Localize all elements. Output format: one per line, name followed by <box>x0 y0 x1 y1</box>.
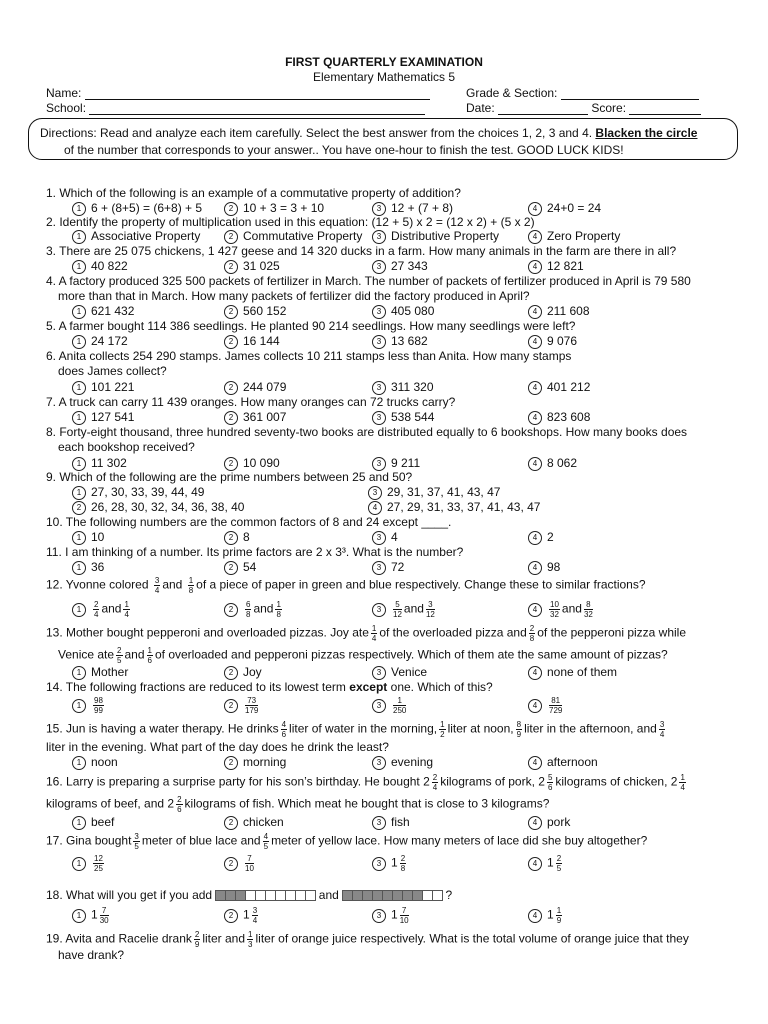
option-circle[interactable]: 2 <box>224 381 238 395</box>
q2-option-3[interactable] <box>372 229 499 244</box>
q8-option-3[interactable] <box>372 456 420 471</box>
question-15-cont: liter in the evening. What part of the day does he drink the least? <box>46 740 389 754</box>
option-circle[interactable]: 2 <box>224 816 238 830</box>
fraction: $\frac{73}{179}$ <box>245 696 259 715</box>
option-circle[interactable]: 2 <box>224 699 238 713</box>
fraction: $\frac{1}{4}$ <box>680 773 685 792</box>
bar-cell <box>432 890 443 901</box>
option-text: 27, 29, 31, 33, 37, 41, 43, 47 <box>387 500 541 514</box>
date-line <box>498 103 588 115</box>
q16-option-2[interactable]: 2 chicken <box>224 815 284 830</box>
question-4: 4. A factory produced 325 500 packets of fertilizer in March. The number of packets of fertilizer produced in April is 79 580 <box>46 274 691 288</box>
option-text: 10 + 3 = 3 + 10 <box>243 201 325 215</box>
exam-subtitle: Elementary Mathematics 5 <box>312 70 456 84</box>
q7-option-3[interactable] <box>372 410 434 425</box>
option-circle[interactable]: 3 <box>372 305 386 319</box>
option-circle[interactable]: 1 <box>72 756 86 770</box>
option-text: 26, 28, 30, 32, 34, 36, 38, 40 <box>91 500 245 514</box>
q3-option-1[interactable] <box>72 259 128 274</box>
q12-option-2[interactable]: 2 $\frac{6}{8}$ and $\frac{1}{8}$ <box>224 600 284 619</box>
q13-option-4[interactable]: 4 none of them <box>528 665 617 680</box>
school-field[interactable] <box>46 101 425 115</box>
fraction: $\frac{2}{9}$ <box>194 930 200 949</box>
question-12 <box>46 576 646 595</box>
name-label: Name: <box>46 86 82 100</box>
option-circle[interactable]: 2 <box>224 335 238 349</box>
option-circle[interactable]: 4 <box>528 457 542 471</box>
question-6-cont: does James collect? <box>58 364 167 378</box>
option-text: 211 608 <box>547 304 590 318</box>
question-6: 6. Anita collects 254 290 stamps. James collects 10 211 stamps less than Anita. How many stamps <box>46 349 572 363</box>
option-circle[interactable]: 4 <box>528 335 542 349</box>
grade-label: Grade & Section: <box>466 86 558 100</box>
q2-option-2[interactable] <box>224 229 362 244</box>
option-text: Associative Property <box>91 229 201 243</box>
option-circle[interactable]: 4 <box>528 561 542 575</box>
q14-emphasis: except <box>349 680 388 694</box>
fraction: $\frac{7}{30}$ <box>99 906 109 925</box>
option-text: 13 682 <box>391 334 428 348</box>
fraction: $\frac{3}{4}$ <box>154 576 160 595</box>
q5-option-4[interactable] <box>528 334 577 349</box>
option-circle[interactable]: 3 <box>372 666 386 680</box>
option-circle[interactable]: 1 <box>72 561 86 575</box>
option-circle[interactable]: 2 <box>224 202 238 216</box>
q5-option-2[interactable] <box>224 334 280 349</box>
option-circle[interactable]: 4 <box>528 230 542 244</box>
fraction: $\frac{1}{4}$ <box>371 624 377 643</box>
q15-option-3[interactable]: 3 evening <box>372 755 433 770</box>
q10-option-1[interactable] <box>72 530 104 545</box>
option-circle[interactable]: 2 <box>224 857 238 871</box>
q7-option-1[interactable] <box>72 410 134 425</box>
option-text: 72 <box>391 560 405 574</box>
option-circle[interactable]: 2 <box>72 501 86 515</box>
question-4-cont: more than that in March. How many packets of fertilizer did the factory produced in April? <box>58 289 530 303</box>
question-2: 2. Identify the property of multiplication used in this equation: (12 + 5) x 2 = (12 x 2) + (5 x 2) <box>46 215 535 229</box>
q13-option-2[interactable]: 2 Joy <box>224 665 262 680</box>
question-13-cont: Venice ate $\frac{2}{5}$ and $\frac{1}{6}$ of overloaded and pepperoni pizzas respectively. Which of them ate the same amount of pizzas? <box>58 646 668 665</box>
bar-cell <box>305 890 316 901</box>
option-circle[interactable]: 2 <box>224 457 238 471</box>
option-text: 8 <box>243 530 250 544</box>
option-circle[interactable]: 4 <box>528 666 542 680</box>
option-circle[interactable]: 4 <box>528 756 542 770</box>
q17-option-4[interactable]: 4 1 $\frac{2}{5}$ <box>528 854 564 873</box>
fraction: $\frac{1}{8}$ <box>188 576 194 595</box>
q17-option-2[interactable] <box>224 854 256 873</box>
option-text: 10 090 <box>243 456 280 470</box>
option-circle[interactable]: 1 <box>72 381 86 395</box>
fraction: $\frac{3}{5}$ <box>134 832 139 851</box>
fraction: $\frac{5}{6}$ <box>547 773 553 792</box>
q8-option-2[interactable] <box>224 456 280 471</box>
option-circle[interactable]: 3 <box>372 260 386 274</box>
option-text: 27 343 <box>391 259 428 273</box>
option-circle[interactable]: 4 <box>368 501 382 515</box>
directions-line-2: of the number that corresponds to your answer.. You have one-hour to finish the test. GOOD LUCK KIDS! <box>64 143 624 157</box>
q12-option-4[interactable]: 4 $\frac{10}{32}$ and $\frac{8}{32}$ <box>528 600 595 619</box>
fraction: $\frac{1}{4}$ <box>124 600 129 619</box>
date-score-field[interactable] <box>466 101 701 115</box>
q3-option-4[interactable] <box>528 259 584 274</box>
question-15: 15. Jun is having a water therapy. He drinks $\frac{4}{6}$ liter of water in the morning, $\frac{1}{2}$ liter at noon, $\frac{8}{9}$ liter in the afternoon, and $\frac{3}{4}$ <box>46 720 665 739</box>
option-text: 405 080 <box>391 304 435 318</box>
fraction: $\frac{1}{9}$ <box>556 906 562 925</box>
q2-option-1[interactable] <box>72 229 200 244</box>
name-line <box>85 88 430 100</box>
question-18: 18. What will you get if you add and ? <box>46 888 453 902</box>
question-8: 8. Forty-eight thousand, three hundred seventy-two books are distributed equally to 6 bookshops. How many books does <box>46 425 688 439</box>
option-circle[interactable]: 3 <box>372 857 386 871</box>
fraction: $\frac{10}{32}$ <box>550 600 559 619</box>
option-text: 621 432 <box>91 304 135 318</box>
q15-option-4[interactable]: 4 afternoon <box>528 755 598 770</box>
exam-title: FIRST QUARTERLY EXAMINATION <box>285 55 483 69</box>
question-7: 7. A truck can carry 11 439 oranges. How many oranges can 72 trucks carry? <box>46 395 456 409</box>
grade-field[interactable] <box>466 86 699 100</box>
option-circle[interactable]: 1 <box>72 857 86 871</box>
q14-option-3[interactable] <box>372 696 408 715</box>
option-circle[interactable]: 1 <box>72 486 86 500</box>
fraction: $\frac{8}{9}$ <box>516 720 522 739</box>
q4-option-3[interactable] <box>372 304 434 319</box>
option-circle[interactable]: 3 <box>372 531 386 545</box>
option-circle[interactable]: 4 <box>528 816 542 830</box>
q12-text: and <box>162 577 183 592</box>
question-17: 17. Gina bought $\frac{3}{5}$ meter of blue lace and $\frac{4}{5}$ meter of yellow lace. How many meters of lace did she buy altogether? <box>46 832 648 851</box>
option-circle[interactable]: 3 <box>372 230 386 244</box>
option-text: 101 221 <box>91 380 135 394</box>
option-circle[interactable]: 3 <box>372 561 386 575</box>
q12-text: of a piece of paper in green and blue respectively. Change these to similar fractions? <box>196 577 646 592</box>
school-line <box>89 103 425 115</box>
option-circle[interactable]: 4 <box>528 909 542 923</box>
q1-option-4[interactable] <box>528 201 601 216</box>
q1-option-3[interactable] <box>372 201 453 216</box>
directions-line-1 <box>40 126 697 140</box>
fraction-bar-2 <box>342 890 442 901</box>
option-circle[interactable]: 2 <box>224 230 238 244</box>
fraction: $\frac{5}{12}$ <box>393 600 402 619</box>
option-text: 9 211 <box>391 456 421 470</box>
option-circle[interactable]: 3 <box>372 756 386 770</box>
option-circle[interactable]: 3 <box>372 411 386 425</box>
option-circle[interactable]: 2 <box>224 561 238 575</box>
q9-option-1[interactable] <box>72 485 204 500</box>
option-circle[interactable]: 2 <box>224 260 238 274</box>
q3-option-2[interactable] <box>224 259 280 274</box>
option-text: 6 + (8+5) = (6+8) + 5 <box>91 201 203 215</box>
fraction: $\frac{1}{8}$ <box>276 600 281 619</box>
option-circle[interactable]: 3 <box>372 335 386 349</box>
q18-option-2[interactable]: 2 1 $\frac{3}{4}$ <box>224 906 260 925</box>
option-circle[interactable]: 1 <box>72 230 86 244</box>
q6-option-2[interactable] <box>224 380 286 395</box>
q10-option-4[interactable] <box>528 530 554 545</box>
fraction: $\frac{2}{4}$ <box>94 600 99 619</box>
question-13: 13. Mother bought pepperoni and overloaded pizzas. Joy ate $\frac{1}{4}$ of the overloaded pizza and $\frac{2}{8}$ of the pepperoni pizza while <box>46 624 687 643</box>
fraction: $\frac{7}{10}$ <box>245 854 254 873</box>
school-label: School: <box>46 101 87 115</box>
q14-option-4[interactable] <box>528 696 564 715</box>
fraction: $\frac{4}{5}$ <box>263 832 269 851</box>
date-label: Date: <box>466 101 495 115</box>
option-text: 8 062 <box>547 456 578 470</box>
question-10: 10. The following numbers are the common factors of 8 and 24 except ____. <box>46 515 452 529</box>
option-circle[interactable]: 1 <box>72 699 86 713</box>
fraction: $\frac{2}{5}$ <box>556 854 562 873</box>
q11-option-1[interactable] <box>72 560 104 575</box>
q15-option-1[interactable]: 1 noon <box>72 755 118 770</box>
option-circle[interactable]: 3 <box>372 699 386 713</box>
option-text: 538 544 <box>391 410 435 424</box>
option-text: 12 821 <box>547 259 584 273</box>
option-circle[interactable]: 2 <box>224 909 238 923</box>
q8-option-4[interactable] <box>528 456 577 471</box>
q16-option-1[interactable]: 1 beef <box>72 815 114 830</box>
q3-option-3[interactable] <box>372 259 428 274</box>
option-circle[interactable]: 4 <box>528 699 542 713</box>
option-text: Distributive Property <box>391 229 500 243</box>
question-14: 14. The following fractions are reduced to its lowest term except one. Which of this? <box>46 680 493 694</box>
q6-option-3[interactable] <box>372 380 434 395</box>
fraction: $\frac{2}{5}$ <box>117 646 122 665</box>
option-circle[interactable]: 3 <box>368 486 382 500</box>
fraction: $\frac{2}{6}$ <box>177 795 182 814</box>
option-circle[interactable]: 2 <box>224 411 238 425</box>
q18-option-1[interactable]: 1 1 $\frac{7}{30}$ <box>72 906 111 925</box>
option-text: 36 <box>91 560 105 574</box>
q15-option-2[interactable]: 2 morning <box>224 755 286 770</box>
score-label: Score: <box>591 101 627 115</box>
option-text: 127 541 <box>91 410 135 424</box>
q9-option-4[interactable] <box>368 500 540 515</box>
option-text: 27, 30, 33, 39, 44, 49 <box>91 485 205 499</box>
q12-option-1[interactable]: 1 $\frac{2}{4}$ and $\frac{1}{4}$ <box>72 600 132 619</box>
fraction: $\frac{2}{4}$ <box>432 773 438 792</box>
fraction: $\frac{2}{8}$ <box>529 624 535 643</box>
fraction: $\frac{2}{8}$ <box>400 854 406 873</box>
fraction-bar-1 <box>215 890 315 901</box>
q4-option-2[interactable] <box>224 304 286 319</box>
option-text: 361 007 <box>243 410 287 424</box>
option-text: 10 <box>91 530 105 544</box>
q10-option-3[interactable] <box>372 530 398 545</box>
option-circle[interactable]: 2 <box>224 666 238 680</box>
option-circle[interactable]: 4 <box>528 531 542 545</box>
fraction: $\frac{3}{4}$ <box>252 906 258 925</box>
q9-option-3[interactable] <box>368 485 500 500</box>
option-circle[interactable]: 4 <box>528 603 542 617</box>
option-text: 12 + (7 + 8) <box>391 201 454 215</box>
option-circle[interactable]: 4 <box>528 305 542 319</box>
option-circle[interactable]: 1 <box>72 457 86 471</box>
option-circle[interactable]: 4 <box>528 202 542 216</box>
q5-option-1[interactable] <box>72 334 128 349</box>
option-circle[interactable]: 1 <box>72 531 86 545</box>
question-19-cont: have drank? <box>58 948 125 962</box>
option-text: 9 076 <box>547 334 578 348</box>
q5-option-3[interactable] <box>372 334 428 349</box>
fraction: $\frac{1}{250}$ <box>393 696 407 715</box>
q12-option-3[interactable]: 3 $\frac{5}{12}$ and $\frac{3}{12}$ <box>372 600 437 619</box>
option-circle[interactable]: 3 <box>372 381 386 395</box>
option-text: 29, 31, 37, 41, 43, 47 <box>387 485 501 499</box>
option-text: Commutative Property <box>243 229 363 243</box>
question-16-cont: kilograms of beef, and 2 $\frac{2}{6}$ kilograms of fish. Which meat he bought that is close to 3 kilograms? <box>46 795 550 814</box>
q8-option-1[interactable] <box>72 456 127 471</box>
question-11: 11. I am thinking of a number. Its prime factors are 2 x 3³. What is the number? <box>46 545 464 559</box>
fraction: $\frac{6}{8}$ <box>246 600 251 619</box>
directions-emphasis: Blacken the circle <box>595 126 698 140</box>
q9-option-2[interactable] <box>72 500 244 515</box>
option-circle[interactable]: 1 <box>72 202 86 216</box>
q16-option-3[interactable]: 3 fish <box>372 815 410 830</box>
option-circle[interactable]: 3 <box>372 909 386 923</box>
option-circle[interactable]: 4 <box>528 857 542 871</box>
option-text: 4 <box>391 530 398 544</box>
q7-option-4[interactable] <box>528 410 590 425</box>
option-text: 98 <box>547 560 561 574</box>
score-line <box>629 103 701 115</box>
option-text: Zero Property <box>547 229 621 243</box>
option-circle[interactable]: 3 <box>372 816 386 830</box>
option-circle[interactable]: 1 <box>72 335 86 349</box>
directions-text: Directions: Read and analyze each item carefully. Select the best answer from the choices 1, 2, 3 and 4. <box>40 126 593 140</box>
q12-text: 12. Yvonne colored <box>46 577 149 592</box>
option-circle[interactable]: 1 <box>72 305 86 319</box>
q14-option-1[interactable] <box>72 696 106 715</box>
option-text: 311 320 <box>391 380 434 394</box>
q1-option-2[interactable] <box>224 201 324 216</box>
option-text: 24 172 <box>91 334 128 348</box>
option-text: 16 144 <box>243 334 280 348</box>
fraction: $\frac{1}{2}$ <box>440 720 445 739</box>
option-circle[interactable]: 3 <box>372 603 386 617</box>
question-5: 5. A farmer bought 114 386 seedlings. He planted 90 214 seedlings. How many seedlings were left? <box>46 319 576 333</box>
question-9: 9. Which of the following are the prime numbers between 25 and 50? <box>46 470 413 484</box>
fraction: $\frac{98}{99}$ <box>94 696 103 715</box>
option-text: 823 608 <box>547 410 591 424</box>
option-text: 244 079 <box>243 380 287 394</box>
name-field[interactable] <box>46 86 430 100</box>
question-16: 16. Larry is preparing a surprise party for his son’s birthday. He bought 2 $\frac{2}{4}$ kilograms of pork, 2 $\frac{5}{6}$ kilograms of chicken, 2 $\frac{1}{4}$ <box>46 773 685 792</box>
q11-option-3[interactable] <box>372 560 404 575</box>
q2-option-4[interactable] <box>528 229 620 244</box>
fraction: $\frac{1}{3}$ <box>248 930 253 949</box>
option-circle[interactable]: 1 <box>72 816 86 830</box>
question-19: 19. Avita and Racelie drank $\frac{2}{9}$ liter and $\frac{1}{3}$ liter of orange juice respectively. What is the total volume of orange juice that they <box>46 930 689 949</box>
option-circle[interactable]: 2 <box>224 305 238 319</box>
option-circle[interactable]: 4 <box>528 260 542 274</box>
q1-option-1[interactable] <box>72 201 202 216</box>
fraction: $\frac{3}{12}$ <box>425 600 435 619</box>
option-text: 54 <box>243 560 257 574</box>
q18-option-4[interactable]: 4 1 $\frac{1}{9}$ <box>528 906 564 925</box>
q14-option-2[interactable] <box>224 696 260 715</box>
option-text: 31 025 <box>243 259 280 273</box>
fraction: $\frac{1}{6}$ <box>147 646 152 665</box>
option-circle[interactable]: 1 <box>72 666 86 680</box>
fraction: $\frac{7}{10}$ <box>399 906 409 925</box>
option-text: 24+0 = 24 <box>547 201 602 215</box>
option-circle[interactable]: 1 <box>72 603 86 617</box>
q4-option-1[interactable] <box>72 304 134 319</box>
option-circle[interactable]: 3 <box>372 457 386 471</box>
q6-option-1[interactable] <box>72 380 134 395</box>
q11-option-2[interactable] <box>224 560 256 575</box>
option-circle[interactable]: 1 <box>72 260 86 274</box>
option-circle[interactable]: 2 <box>224 603 238 617</box>
q11-option-4[interactable] <box>528 560 560 575</box>
question-3: 3. There are 25 075 chickens, 1 427 geese and 14 320 ducks in a farm. How many animals in the farm are there in all? <box>46 244 677 258</box>
option-text: 401 212 <box>547 380 591 394</box>
option-text: 560 152 <box>243 304 287 318</box>
fraction: $\frac{12}{25}$ <box>94 854 103 873</box>
q13-option-3[interactable]: 3 Venice <box>372 665 427 680</box>
option-circle[interactable]: 2 <box>224 756 238 770</box>
grade-line <box>561 88 699 100</box>
option-circle[interactable]: 4 <box>528 381 542 395</box>
q17-option-3[interactable]: 3 1 $\frac{2}{8}$ <box>372 854 408 873</box>
q13-option-1[interactable]: 1 Mother <box>72 665 128 680</box>
fraction: $\frac{8}{32}$ <box>583 600 593 619</box>
question-1: 1. Which of the following is an example of a commutative property of addition? <box>46 186 461 200</box>
option-circle[interactable]: 2 <box>224 531 238 545</box>
option-circle[interactable]: 4 <box>528 411 542 425</box>
fraction: $\frac{81}{729}$ <box>549 696 563 715</box>
question-8-cont: each bookshop received? <box>58 440 195 454</box>
fraction: $\frac{3}{4}$ <box>659 720 665 739</box>
q10-option-2[interactable] <box>224 530 250 545</box>
q7-option-2[interactable] <box>224 410 286 425</box>
option-text: 11 302 <box>91 456 127 470</box>
option-circle[interactable]: 1 <box>72 411 86 425</box>
option-circle[interactable]: 1 <box>72 909 86 923</box>
fraction: $\frac{4}{6}$ <box>281 720 287 739</box>
q18-option-3[interactable]: 3 1 $\frac{7}{10}$ <box>372 906 411 925</box>
q6-option-4[interactable] <box>528 380 590 395</box>
q16-option-4[interactable]: 4 pork <box>528 815 570 830</box>
q17-option-1[interactable] <box>72 854 106 873</box>
option-circle[interactable]: 3 <box>372 202 386 216</box>
q4-option-4[interactable] <box>528 304 590 319</box>
option-text: 2 <box>547 530 554 544</box>
option-text: 40 822 <box>91 259 128 273</box>
